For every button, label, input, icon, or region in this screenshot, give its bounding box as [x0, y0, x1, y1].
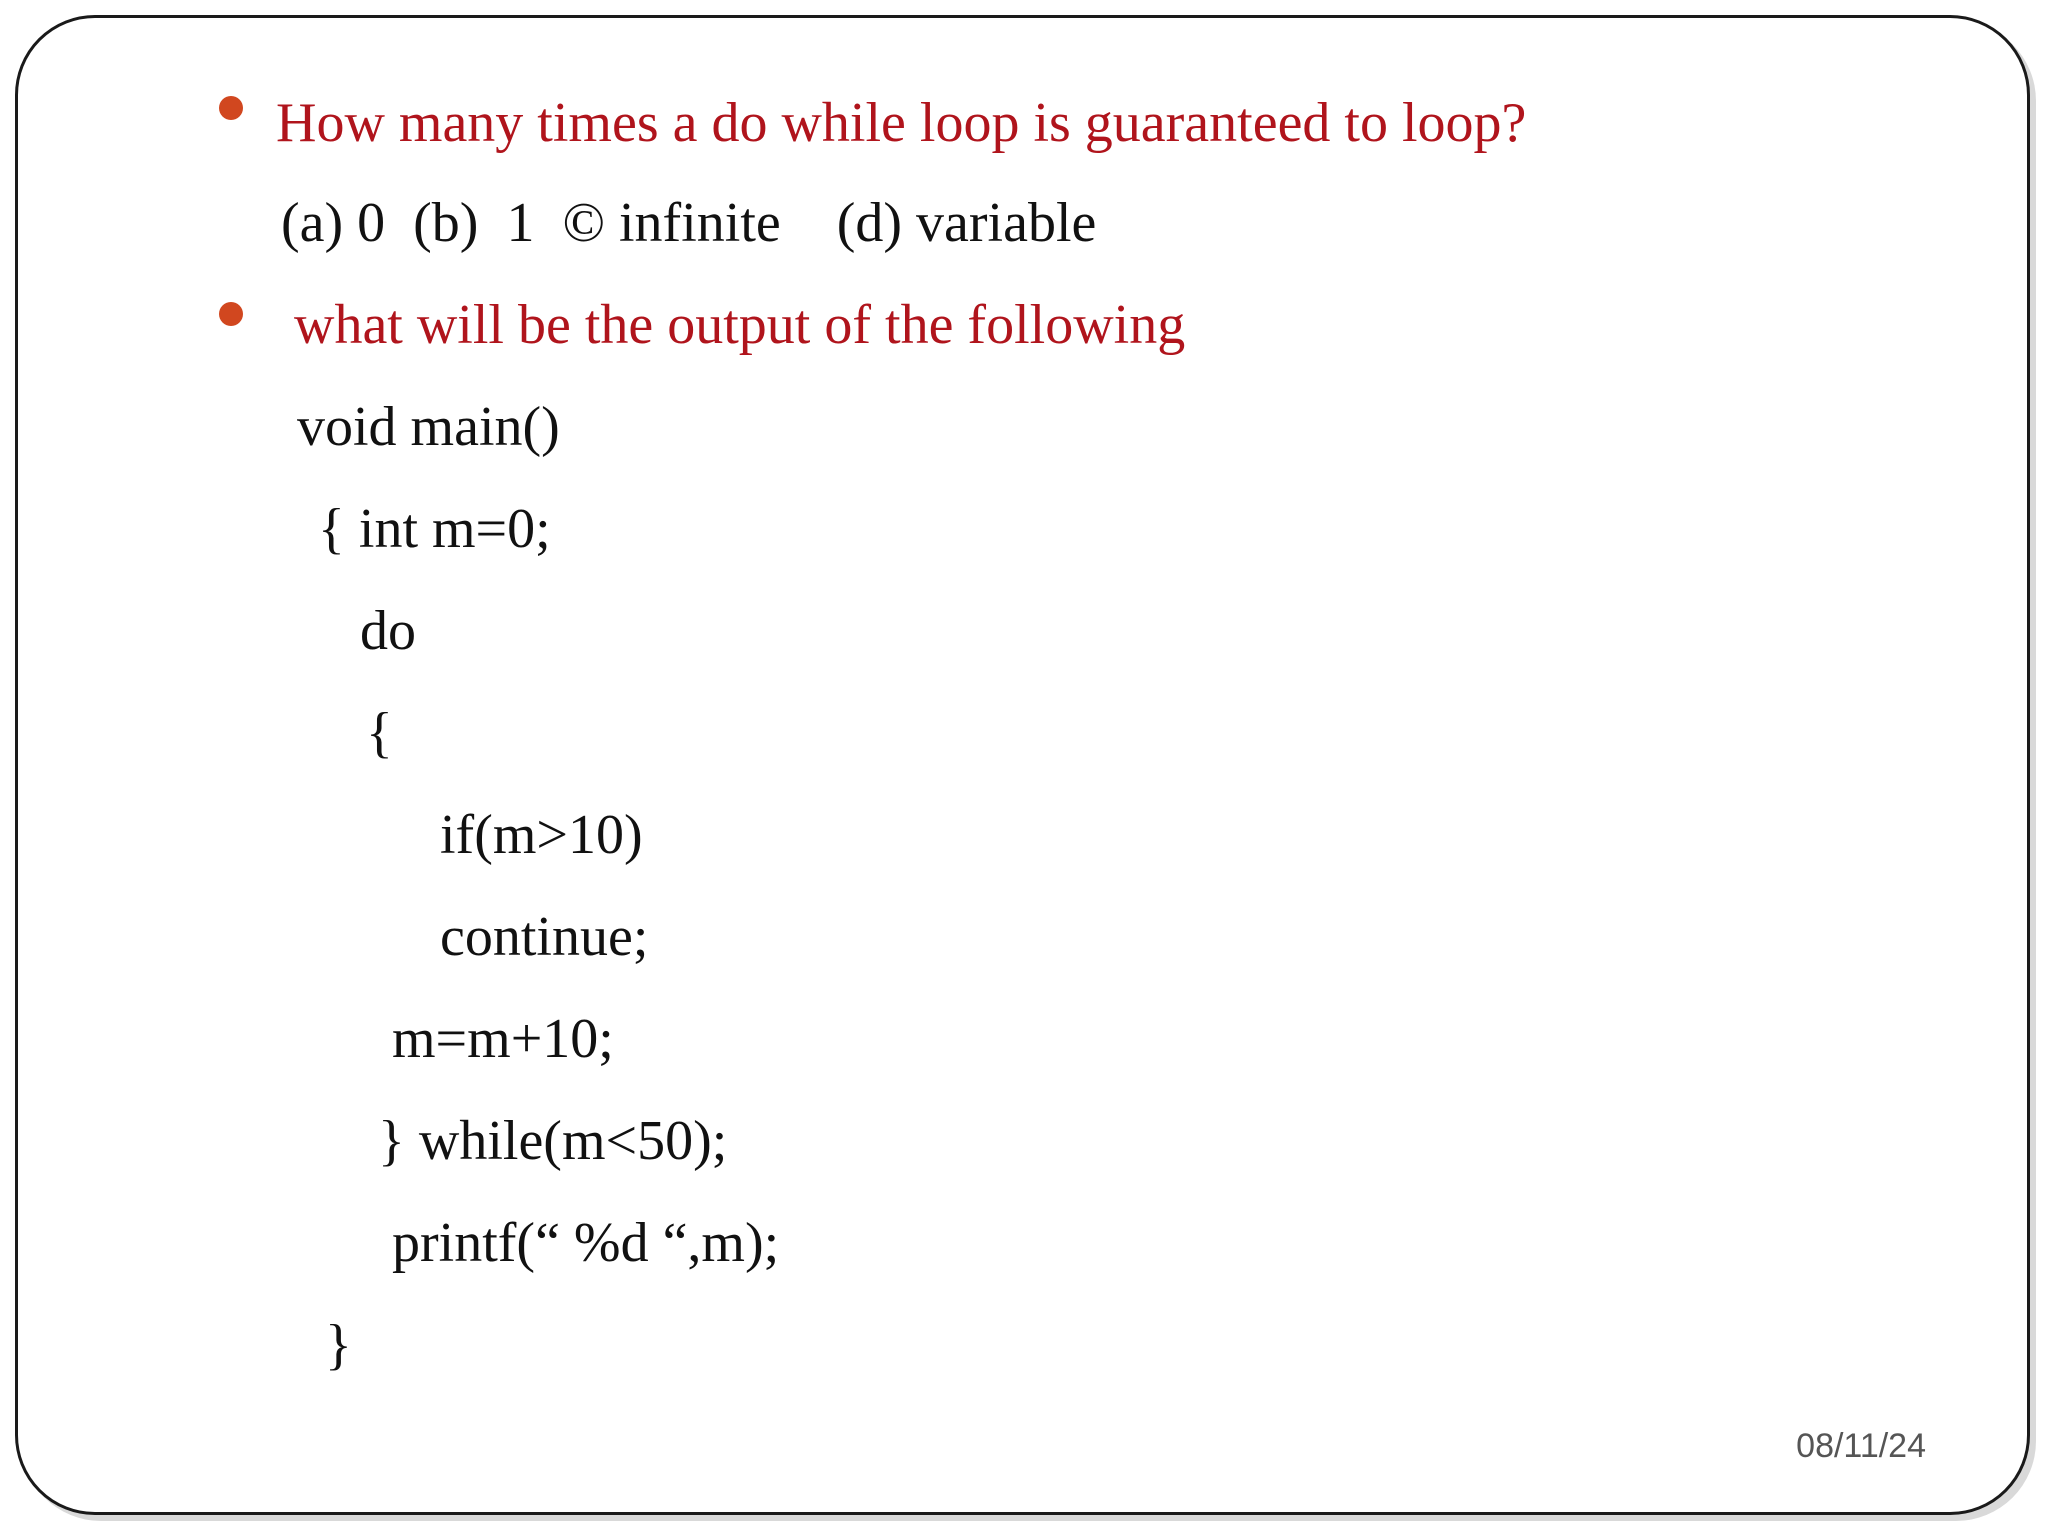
code-line-5: if(m>10) — [440, 804, 643, 866]
code-line-6: continue; — [440, 906, 649, 968]
code-line-1: void main() — [297, 396, 560, 458]
code-line-9: printf(“ %d “,m); — [392, 1212, 780, 1274]
code-line-8: } while(m<50); — [378, 1110, 728, 1172]
code-line-2: { int m=0; — [318, 498, 551, 560]
slide-date: 08/11/24 — [1796, 1427, 1926, 1465]
code-line-10: } — [325, 1314, 352, 1376]
bullet-1 — [219, 96, 243, 120]
code-line-3: do — [360, 600, 416, 662]
answer-options: (a) 0 (b) 1 © infinite (d) variable — [281, 192, 1097, 254]
question-1: How many times a do while loop is guaranteed to loop? — [276, 92, 1527, 154]
code-line-7: m=m+10; — [392, 1008, 614, 1070]
bullet-2 — [219, 302, 243, 326]
question-2: what will be the output of the following — [294, 294, 1186, 356]
code-line-4: { — [366, 702, 393, 764]
